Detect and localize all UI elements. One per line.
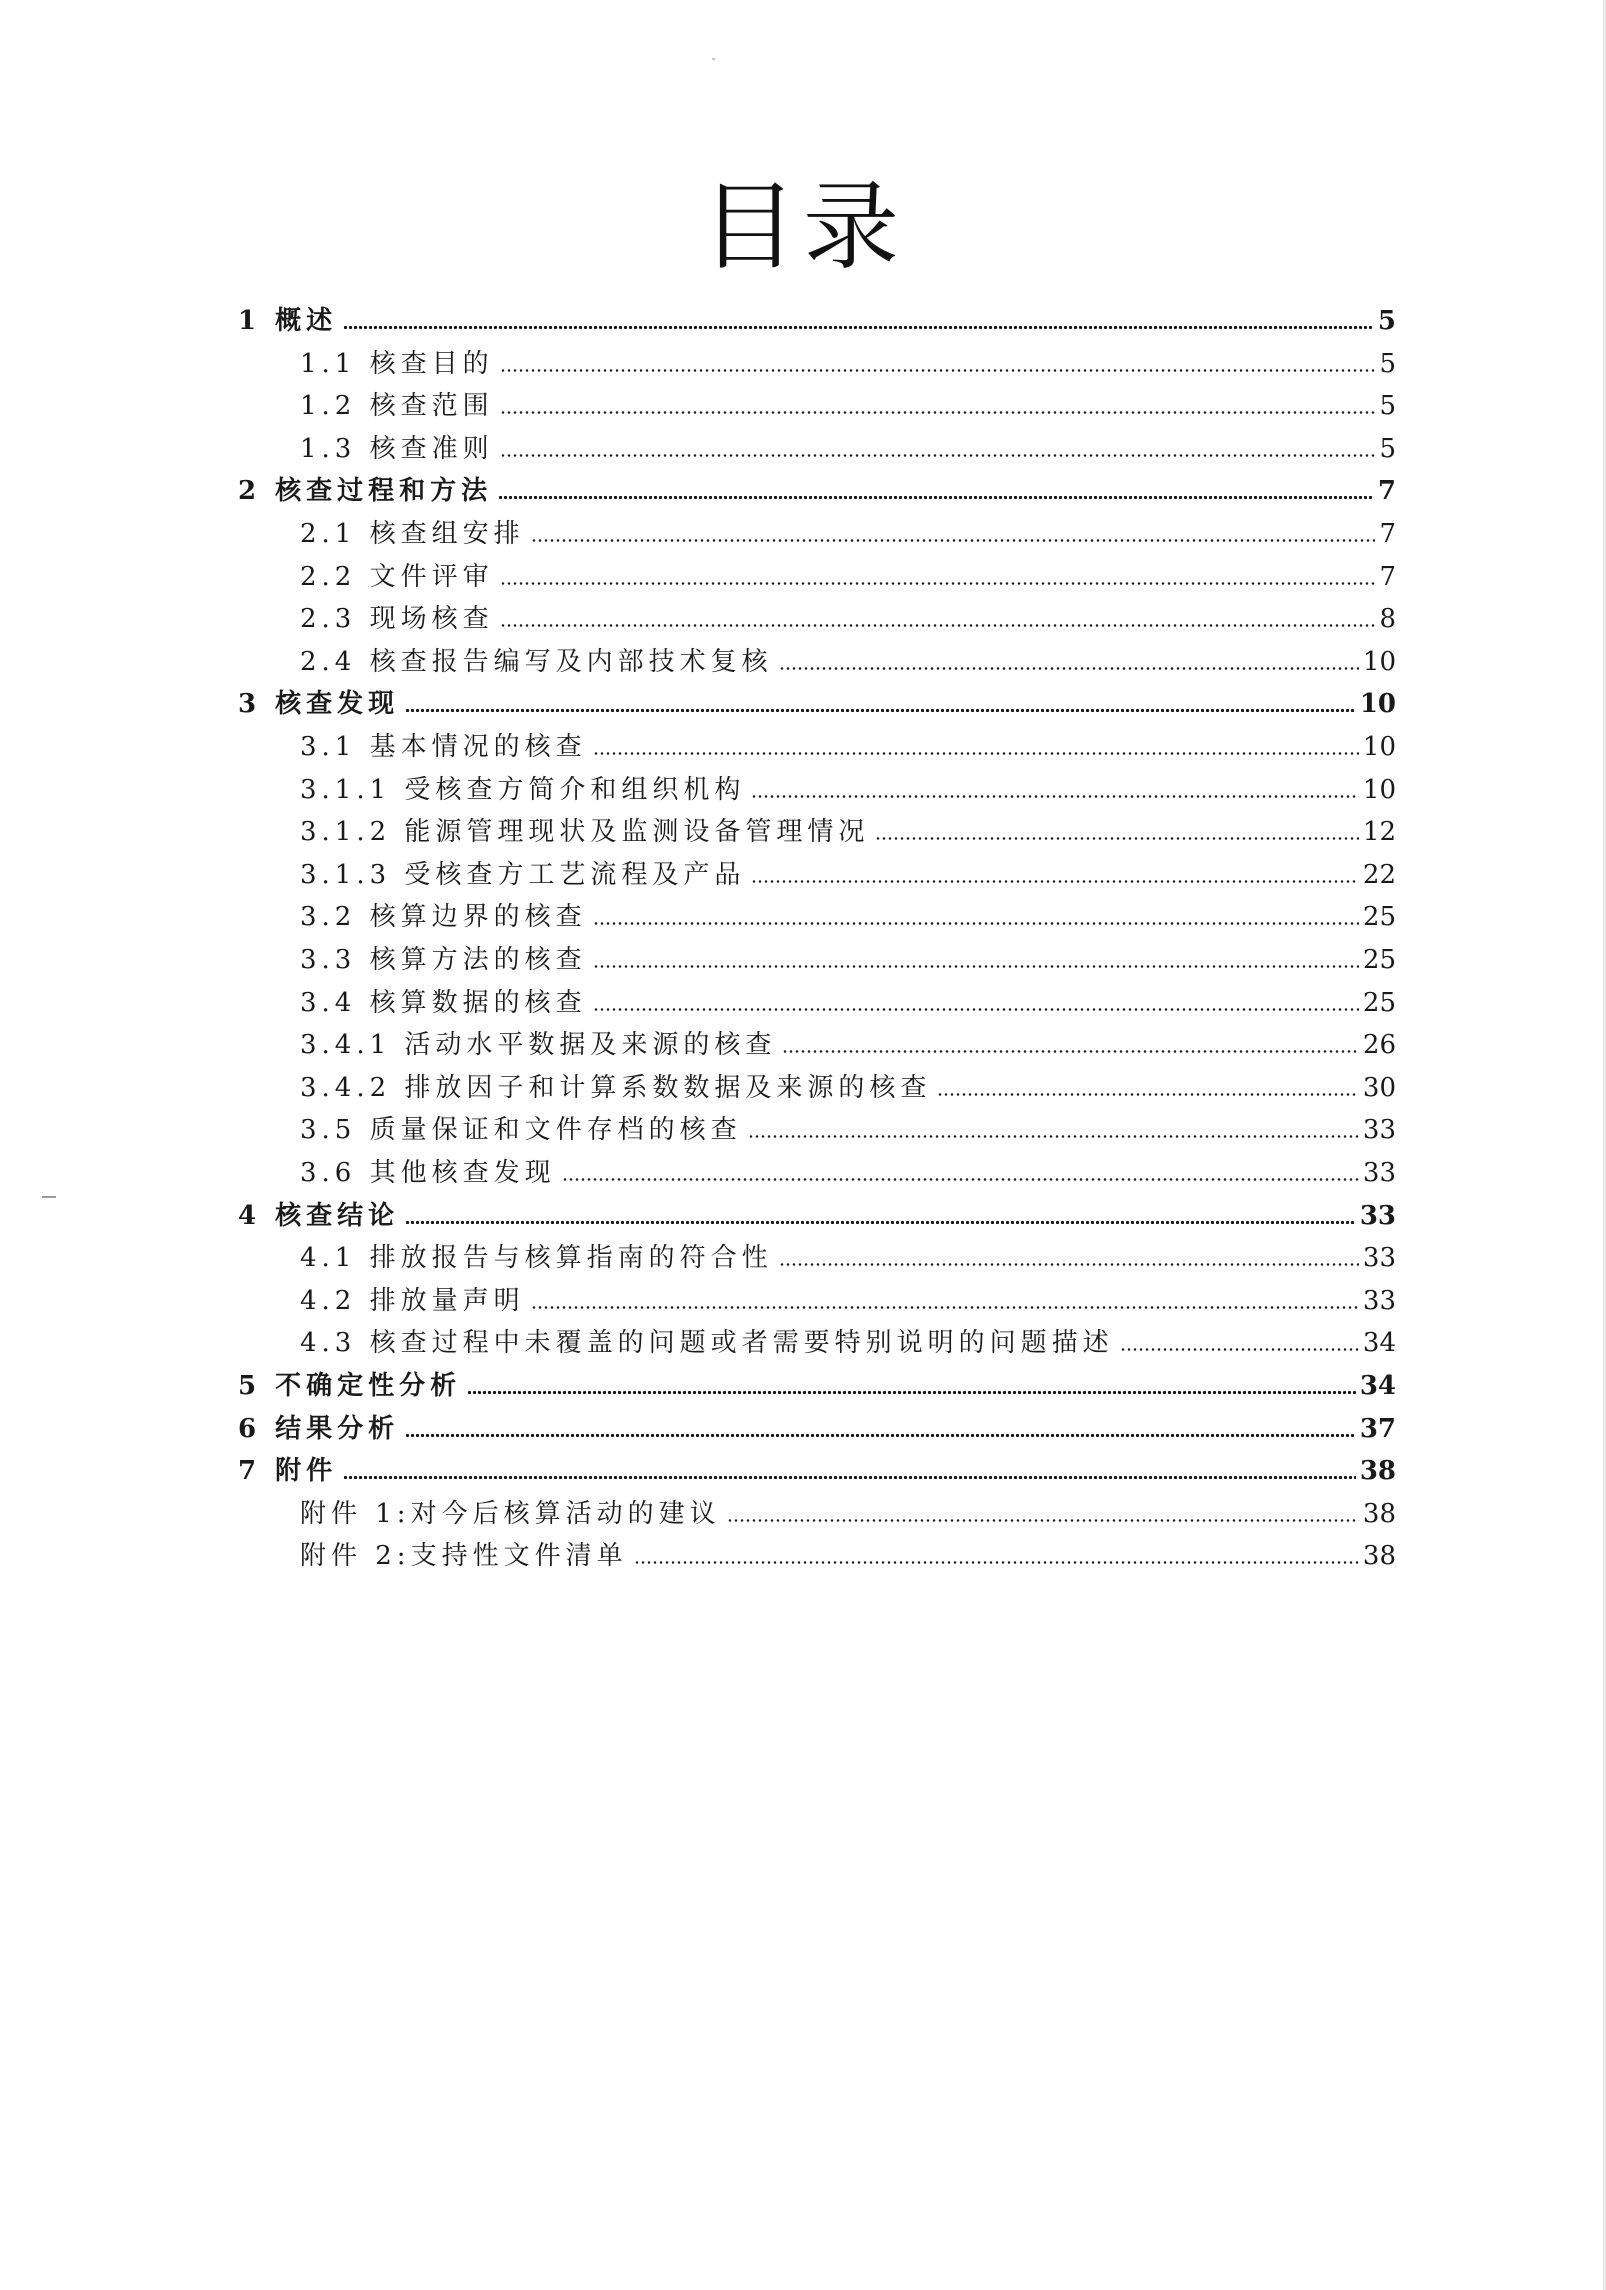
toc-section-entry[interactable] bbox=[300, 1233, 1396, 1275]
toc-entry-label: 4.3 核查过程中未覆盖的问题或者需要特别说明的问题描述 bbox=[300, 1328, 1114, 1359]
toc-section-entry[interactable] bbox=[300, 1020, 1396, 1062]
toc-entry-label: 2 核查过程和方法 bbox=[238, 476, 493, 507]
toc-chapter-entry[interactable] bbox=[238, 1446, 1396, 1488]
toc-page-number: 7 bbox=[1379, 561, 1396, 592]
toc-entry-label: 附件 2:支持性文件清单 bbox=[300, 1541, 628, 1572]
toc-entry-label: 6 结果分析 bbox=[238, 1413, 400, 1444]
toc-page-number: 34 bbox=[1362, 1328, 1396, 1359]
toc-entry-label: 3 核查发现 bbox=[238, 689, 400, 720]
toc-dot-leader bbox=[593, 922, 1359, 925]
toc-chapter-entry[interactable] bbox=[238, 1361, 1396, 1403]
toc-entry-label: 2.3 现场核查 bbox=[300, 604, 494, 635]
toc-entry-label: 5 不确定性分析 bbox=[238, 1371, 462, 1401]
toc-page-number: 5 bbox=[1379, 391, 1396, 422]
toc-dot-leader bbox=[343, 1476, 1356, 1479]
toc-entry-label: 3.1 基本情况的核查 bbox=[300, 732, 587, 762]
toc-entry-label: 4.1 排放报告与核算指南的符合性 bbox=[300, 1243, 773, 1274]
toc-dot-leader bbox=[405, 709, 1356, 712]
table-of-contents bbox=[0, 296, 1606, 1596]
toc-page-number: 10 bbox=[1362, 732, 1396, 762]
toc-page-number: 12 bbox=[1362, 817, 1396, 848]
toc-page-number: 33 bbox=[1362, 1115, 1396, 1146]
toc-dot-leader bbox=[782, 1050, 1358, 1053]
toc-page-number: 26 bbox=[1362, 1030, 1396, 1061]
toc-page-number: 33 bbox=[1362, 1158, 1396, 1188]
toc-page-number: 5 bbox=[1379, 348, 1396, 379]
toc-entry-label: 2.2 文件评审 bbox=[300, 561, 494, 592]
toc-entry-label: 3.6 其他核查发现 bbox=[300, 1158, 556, 1188]
toc-page-number: 38 bbox=[1362, 1498, 1396, 1529]
toc-entry-label: 附件 1:对今后核算活动的建议 bbox=[300, 1498, 721, 1529]
toc-page-number: 5 bbox=[1377, 306, 1396, 336]
toc-page-number: 7 bbox=[1379, 519, 1396, 549]
toc-dot-leader bbox=[500, 369, 1376, 372]
toc-dot-leader bbox=[634, 1561, 1359, 1564]
toc-section-entry[interactable] bbox=[300, 1148, 1396, 1190]
toc-section-entry[interactable] bbox=[300, 850, 1396, 892]
toc-dot-leader bbox=[498, 496, 1374, 499]
toc-page-number: 33 bbox=[1362, 1243, 1396, 1274]
toc-section-entry[interactable] bbox=[300, 935, 1396, 977]
toc-section-entry[interactable] bbox=[300, 339, 1396, 381]
toc-section-entry[interactable] bbox=[300, 1318, 1396, 1360]
toc-page-number: 34 bbox=[1359, 1371, 1396, 1401]
toc-page-number: 10 bbox=[1362, 646, 1396, 677]
toc-chapter-entry[interactable] bbox=[238, 296, 1396, 338]
toc-chapter-entry[interactable] bbox=[238, 466, 1396, 508]
toc-page-number: 22 bbox=[1362, 859, 1396, 890]
toc-chapter-entry[interactable] bbox=[238, 1404, 1396, 1446]
toc-page-number: 25 bbox=[1362, 902, 1396, 933]
page-title: 目录 bbox=[701, 171, 905, 283]
toc-dot-leader bbox=[751, 795, 1358, 798]
toc-dot-leader bbox=[937, 1093, 1358, 1096]
toc-dot-leader bbox=[531, 1306, 1359, 1309]
toc-page-number: 37 bbox=[1359, 1413, 1396, 1444]
scan-speck bbox=[712, 58, 715, 60]
toc-entry-label: 3.1.1 受核查方简介和组织机构 bbox=[300, 774, 746, 805]
toc-dot-leader bbox=[500, 454, 1376, 457]
toc-section-entry[interactable] bbox=[300, 1105, 1396, 1147]
toc-section-entry[interactable] bbox=[300, 594, 1396, 636]
toc-dot-leader bbox=[343, 326, 1374, 329]
toc-entry-label: 1.1 核查目的 bbox=[300, 348, 494, 379]
toc-dot-leader bbox=[531, 539, 1376, 542]
toc-entry-label: 3.4 核算数据的核查 bbox=[300, 987, 587, 1018]
toc-page-number: 7 bbox=[1377, 476, 1396, 507]
toc-page-number: 33 bbox=[1359, 1200, 1396, 1231]
toc-entry-label: 4.2 排放量声明 bbox=[300, 1285, 525, 1316]
toc-dot-leader bbox=[467, 1391, 1356, 1394]
toc-chapter-entry[interactable] bbox=[238, 679, 1396, 721]
toc-section-entry[interactable] bbox=[300, 552, 1396, 594]
toc-section-entry[interactable] bbox=[300, 765, 1396, 807]
toc-dot-leader bbox=[748, 1135, 1359, 1138]
toc-dot-leader bbox=[562, 1178, 1359, 1181]
toc-entry-label: 3.4.2 排放因子和计算系数数据及来源的核查 bbox=[300, 1072, 932, 1103]
toc-entry-label: 1.2 核查范围 bbox=[300, 391, 494, 422]
toc-section-entry[interactable] bbox=[300, 722, 1396, 764]
toc-entry-label: 3.4.1 活动水平数据及来源的核查 bbox=[300, 1030, 777, 1061]
toc-dot-leader bbox=[779, 667, 1359, 670]
toc-page-number: 5 bbox=[1379, 433, 1396, 464]
toc-entry-label: 1.3 核查准则 bbox=[300, 433, 494, 464]
toc-page-number: 8 bbox=[1379, 604, 1396, 635]
toc-entry-label: 3.3 核算方法的核查 bbox=[300, 945, 587, 975]
toc-dot-leader bbox=[1120, 1348, 1359, 1351]
toc-entry-label: 2.1 核查组安排 bbox=[300, 519, 525, 549]
toc-chapter-entry[interactable] bbox=[238, 1191, 1396, 1233]
toc-dot-leader bbox=[779, 1263, 1359, 1266]
toc-entry-label: 3.5 质量保证和文件存档的核查 bbox=[300, 1115, 742, 1146]
toc-page-number: 38 bbox=[1362, 1541, 1396, 1572]
toc-page-number: 38 bbox=[1359, 1456, 1396, 1487]
toc-dot-leader bbox=[593, 1008, 1359, 1011]
toc-page-number: 10 bbox=[1362, 774, 1396, 805]
toc-dot-leader bbox=[500, 582, 1376, 585]
toc-section-entry[interactable] bbox=[300, 637, 1396, 679]
toc-section-entry[interactable] bbox=[300, 424, 1396, 466]
toc-section-entry[interactable] bbox=[300, 1276, 1396, 1318]
toc-section-entry[interactable] bbox=[300, 1531, 1396, 1573]
toc-page-number: 25 bbox=[1362, 987, 1396, 1018]
toc-section-entry[interactable] bbox=[300, 381, 1396, 423]
toc-page-number: 33 bbox=[1362, 1285, 1396, 1316]
toc-dot-leader bbox=[405, 1221, 1356, 1224]
toc-section-entry[interactable] bbox=[300, 509, 1396, 551]
toc-page-number: 10 bbox=[1359, 689, 1396, 720]
toc-page-number: 25 bbox=[1362, 945, 1396, 975]
toc-dot-leader bbox=[875, 837, 1358, 840]
toc-dot-leader bbox=[751, 880, 1358, 883]
toc-dot-leader bbox=[593, 965, 1359, 968]
toc-dot-leader bbox=[500, 624, 1376, 627]
toc-section-entry[interactable] bbox=[300, 1063, 1396, 1105]
toc-entry-label: 3.2 核算边界的核查 bbox=[300, 902, 587, 933]
toc-section-entry[interactable] bbox=[300, 807, 1396, 849]
toc-dot-leader bbox=[727, 1519, 1359, 1522]
toc-entry-label: 2.4 核查报告编写及内部技术复核 bbox=[300, 646, 773, 677]
toc-section-entry[interactable] bbox=[300, 892, 1396, 934]
toc-entry-label: 7 附件 bbox=[238, 1456, 338, 1487]
toc-dot-leader bbox=[405, 1434, 1356, 1437]
toc-dot-leader bbox=[593, 752, 1359, 755]
toc-entry-label: 3.1.3 受核查方工艺流程及产品 bbox=[300, 859, 746, 890]
toc-dot-leader bbox=[500, 411, 1376, 414]
toc-section-entry[interactable] bbox=[300, 1489, 1396, 1531]
toc-entry-label: 4 核查结论 bbox=[238, 1200, 400, 1231]
toc-entry-label: 3.1.2 能源管理现状及监测设备管理情况 bbox=[300, 817, 870, 848]
toc-page-number: 30 bbox=[1362, 1072, 1396, 1103]
toc-entry-label: 1 概述 bbox=[238, 306, 338, 336]
toc-section-entry[interactable] bbox=[300, 978, 1396, 1020]
